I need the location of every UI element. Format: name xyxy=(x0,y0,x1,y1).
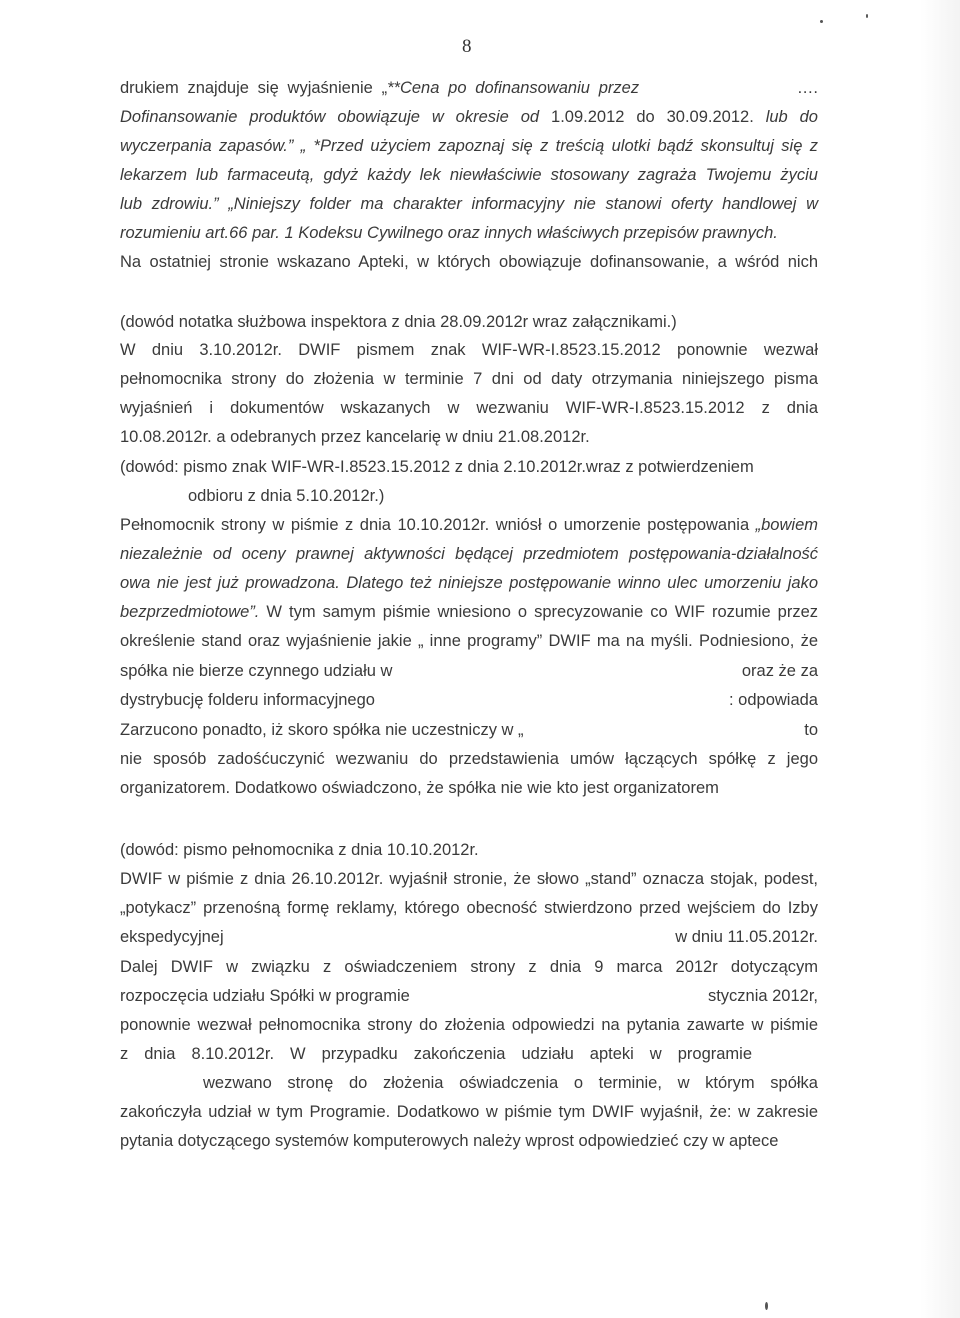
text-line xyxy=(120,427,818,447)
text-segment: wezwano stronę do złożenia oświadczenia o terminie, w którym spółka xyxy=(203,1074,818,1092)
text-segment: ponownie wezwał pełnomocnika strony do złożenia odpowiedzi na pytania zawarte w piśmie xyxy=(120,1016,818,1034)
italic-text-segment: wyczerpania zapasów.” „ *Przed użyciem zapoznaj się z treścią ulotki bądź skonsultuj się z xyxy=(120,137,818,155)
text-line xyxy=(120,1044,752,1064)
text-line xyxy=(120,661,818,681)
text-line xyxy=(120,1131,818,1151)
scan-edge-shadow xyxy=(920,0,960,1318)
text-segment: w dniu 11.05.2012r. xyxy=(675,928,818,946)
text-line xyxy=(120,898,818,918)
text-line xyxy=(120,1015,818,1035)
text-segment: W tym samym piśmie wniesiono o sprecyzowanie co WIF rozumie przez xyxy=(259,603,818,621)
text-segment: nie sposób zadośćuczynić wezwaniu do przedstawienia umów łączących spółkę z jego xyxy=(120,750,818,768)
text-segment: Dalej DWIF w związku z oświadczeniem strony z dnia 9 marca 2012r dotyczącym xyxy=(120,958,818,976)
italic-text-segment: Dofinansowanie produktów obowiązuje w okresie od xyxy=(120,108,552,126)
text-line xyxy=(120,194,818,214)
text-segment: oraz że za xyxy=(741,662,818,680)
text-line xyxy=(120,869,818,889)
text-segment: W dniu 3.10.2012r. DWIF pismem znak WIF-WR-I.8523.15.2012 ponownie wezwał xyxy=(120,341,818,359)
text-segment: 1.09.2012 do 30.09.2012. xyxy=(551,108,766,126)
italic-text-segment: „bowiem xyxy=(755,516,818,534)
text-segment: odbioru z dnia 5.10.2012r.) xyxy=(188,487,385,505)
text-segment: spółka nie bierze czynnego udziału w xyxy=(120,662,393,680)
text-line xyxy=(120,631,818,651)
page-number: 8 xyxy=(462,36,472,57)
text-line xyxy=(120,927,818,947)
text-segment: wyjaśnień i dokumentów wskazanych w wezwaniu WIF-WR-I.8523.15.2012 z dnia xyxy=(120,399,818,417)
text-line xyxy=(120,312,818,332)
text-segment: DWIF w piśmie z dnia 26.10.2012r. wyjaśnił stronie, że słowo „stand” oznacza stojak, podest, xyxy=(120,870,818,888)
text-line xyxy=(120,778,818,798)
italic-text-segment: lekarzem lub farmaceutą, gdyż każdy lek niewłaściwie stosowany zagraża Twojemu życiu xyxy=(120,166,818,184)
text-line xyxy=(120,749,818,769)
text-segment: Pełnomocnik strony w piśmie z dnia 10.10.2012r. wniósł o umorzenie postępowania xyxy=(120,516,756,534)
text-line xyxy=(120,573,818,593)
text-segment: „potykacz” przenośną formę reklamy, którego obecność stwierdzono przed wejściem do Izby xyxy=(120,899,818,917)
text-segment: Na ostatniej stronie wskazano Apteki, w których obowiązuje dofinansowanie, a wśród nich xyxy=(120,253,818,271)
text-line xyxy=(120,690,818,710)
text-segment: dystrybucję folderu informacyjnego xyxy=(120,691,375,709)
text-line xyxy=(120,720,818,740)
text-segment: drukiem znajduje się wyjaśnienie „ xyxy=(120,79,388,97)
text-segment: 10.08.2012r. a odebranych przez kancelarię w dniu 21.08.2012r. xyxy=(120,428,590,446)
text-segment: stycznia 2012r, xyxy=(707,987,818,1005)
text-segment: (dowód notatka służbowa inspektora z dnia 28.09.2012r wraz załącznikami.) xyxy=(120,313,677,331)
text-line xyxy=(120,136,818,156)
scan-speck xyxy=(866,14,868,18)
italic-text-segment: **Cena po dofinansowaniu przez xyxy=(387,79,640,97)
text-segment: …. xyxy=(639,79,818,97)
text-line xyxy=(203,1073,818,1093)
text-segment: to xyxy=(804,721,818,739)
text-line xyxy=(120,398,818,418)
text-line xyxy=(120,457,818,477)
italic-text-segment: lub zdrowiu.” „Niniejszy folder ma charakter informacyjny nie stanowi oferty handlowej w xyxy=(120,195,818,213)
text-line xyxy=(120,252,818,272)
text-line xyxy=(120,1102,818,1122)
italic-text-segment: rozumieniu art.66 par. 1 Kodeksu Cywilnego oraz innych właściwych przepisów prawnych. xyxy=(120,224,778,242)
italic-text-segment: niezależnie od oceny prawnej aktywności będącej przedmiotem postępowania-działalność xyxy=(120,545,818,563)
text-line xyxy=(120,223,818,243)
text-line xyxy=(120,369,818,389)
italic-text-segment: owa nie jest już prowadzona. Dlatego też niniejsze postępowanie winno ulec umorzeniu jako xyxy=(120,574,818,592)
scan-speck xyxy=(820,20,823,23)
text-line xyxy=(120,957,818,977)
text-segment: ekspedycyjnej xyxy=(120,928,224,946)
text-line xyxy=(120,165,818,185)
text-line xyxy=(188,486,384,506)
text-segment: rozpoczęcia udziału Spółki w programie xyxy=(120,987,410,1005)
text-line xyxy=(120,515,818,535)
text-line xyxy=(120,107,818,127)
text-line xyxy=(120,840,818,860)
text-line xyxy=(120,544,818,564)
text-line xyxy=(120,986,818,1006)
text-line xyxy=(120,78,818,98)
text-segment: z dnia 8.10.2012r. W przypadku zakończenia udziału apteki w programie xyxy=(120,1045,752,1063)
text-segment: (dowód: pismo znak WIF-WR-I.8523.15.2012 z dnia 2.10.2012r.wraz z potwierdzeniem xyxy=(120,458,754,476)
italic-text-segment: lub do xyxy=(765,108,818,126)
text-segment: : odpowiada xyxy=(729,691,818,709)
text-segment: organizatorem. Dodatkowo oświadczono, że spółka nie wie kto jest organizatorem xyxy=(120,779,719,797)
text-segment: pełnomocnika strony do złożenia w terminie 7 dni od daty otrzymania niniejszego pisma xyxy=(120,370,818,388)
text-segment: zakończyła udział w tym Programie. Dodatkowo w piśmie tym DWIF wyjaśnił, że: w zakresie xyxy=(120,1103,818,1121)
text-line xyxy=(120,602,818,622)
text-segment: pytania dotyczącego systemów komputerowych należy wprost odpowiedzieć czy w aptece xyxy=(120,1132,779,1150)
text-segment: Zarzucono ponadto, iż skoro spółka nie uczestniczy w „ xyxy=(120,721,524,739)
italic-text-segment: bezprzedmiotowe”. xyxy=(120,603,260,621)
text-segment: (dowód: pismo pełnomocnika z dnia 10.10.2012r. xyxy=(120,841,479,859)
text-segment: określenie stand oraz wyjaśnienie jakie „ inne programy” DWIF ma na myśli. Podniesiono, że xyxy=(120,632,818,650)
scan-speck xyxy=(765,1302,768,1310)
text-line xyxy=(120,340,818,360)
